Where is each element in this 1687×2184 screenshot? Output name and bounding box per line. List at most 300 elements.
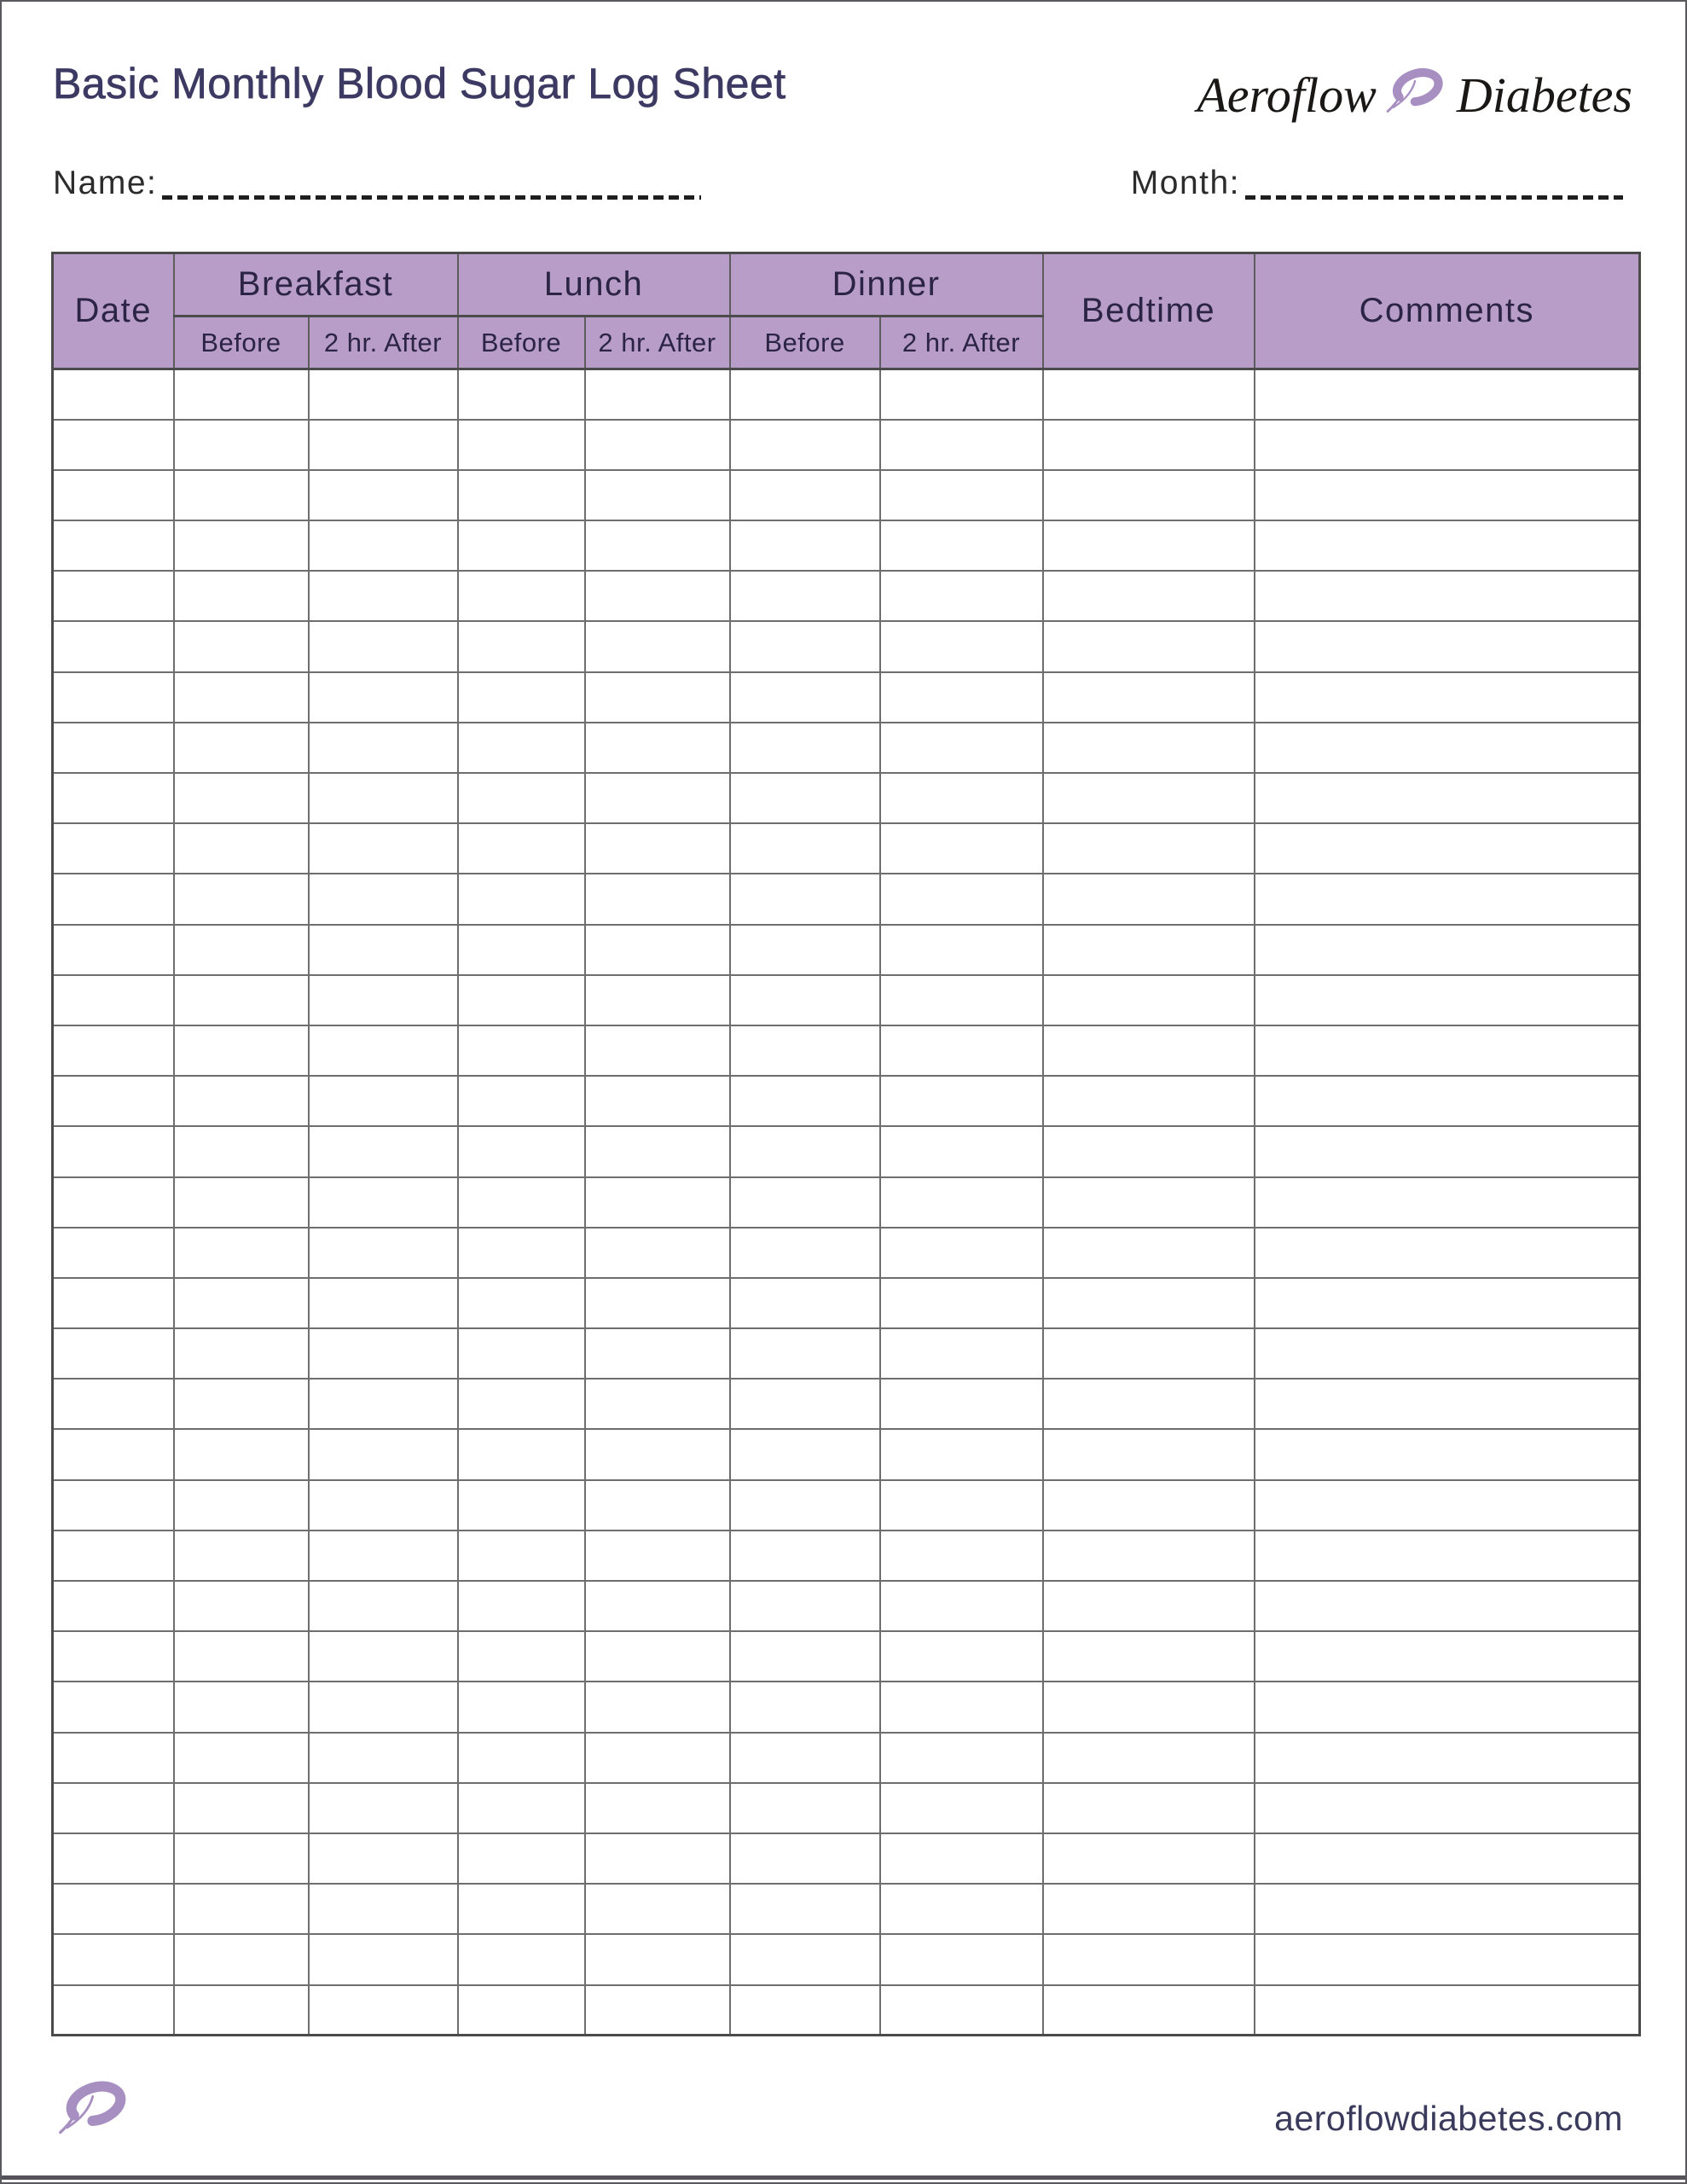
grid-cell bbox=[730, 1884, 880, 1934]
grid-cell bbox=[53, 1278, 174, 1328]
grid-cell bbox=[585, 1429, 730, 1479]
grid-cell bbox=[730, 520, 880, 571]
grid-cell bbox=[730, 1025, 880, 1076]
brand-word-diabetes: Diabetes bbox=[1456, 67, 1632, 123]
grid-cell bbox=[585, 1379, 730, 1429]
grid-cell bbox=[1043, 1278, 1255, 1328]
grid-cell bbox=[309, 823, 458, 874]
grid-cell bbox=[1043, 1833, 1255, 1884]
name-field bbox=[53, 164, 701, 204]
grid-cell bbox=[174, 369, 309, 420]
grid-cell bbox=[585, 1177, 730, 1228]
grid-cell bbox=[880, 1833, 1043, 1884]
grid-cell bbox=[585, 773, 730, 823]
grid-cell bbox=[585, 1631, 730, 1682]
grid-cell bbox=[53, 1985, 174, 2036]
grid-cell bbox=[53, 1733, 174, 1783]
grid-cell bbox=[730, 1228, 880, 1278]
grid-cell bbox=[1255, 420, 1640, 470]
grid-cell bbox=[309, 1076, 458, 1126]
grid-cell bbox=[880, 1076, 1043, 1126]
col-header-breakfast-before: Before bbox=[174, 317, 309, 369]
grid-cell bbox=[1255, 1682, 1640, 1732]
grid-cell bbox=[174, 1177, 309, 1228]
grid-cell bbox=[53, 420, 174, 470]
grid-cell bbox=[1043, 723, 1255, 773]
grid-cell bbox=[1255, 571, 1640, 621]
grid-cell bbox=[1255, 1379, 1640, 1429]
table-row bbox=[53, 874, 1640, 924]
grid-cell bbox=[174, 1126, 309, 1176]
grid-cell bbox=[174, 621, 309, 671]
grid-cell bbox=[880, 1126, 1043, 1176]
grid-cell bbox=[458, 1379, 585, 1429]
grid-cell bbox=[309, 1278, 458, 1328]
grid-cell bbox=[309, 975, 458, 1025]
grid-cell bbox=[309, 1682, 458, 1732]
grid-cell bbox=[585, 369, 730, 420]
grid-cell bbox=[1255, 1025, 1640, 1076]
grid-cell bbox=[730, 1379, 880, 1429]
grid-cell bbox=[1255, 925, 1640, 975]
grid-cell bbox=[1255, 773, 1640, 823]
grid-cell bbox=[585, 1733, 730, 1783]
grid-cell bbox=[880, 420, 1043, 470]
table-row bbox=[53, 773, 1640, 823]
grid-cell bbox=[309, 1833, 458, 1884]
grid-cell bbox=[585, 1126, 730, 1176]
grid-cell bbox=[53, 1328, 174, 1379]
grid-cell bbox=[309, 1228, 458, 1278]
grid-cell bbox=[880, 1631, 1043, 1682]
table-row bbox=[53, 1631, 1640, 1682]
grid-cell bbox=[880, 1328, 1043, 1379]
grid-cell bbox=[174, 470, 309, 520]
grid-cell bbox=[458, 571, 585, 621]
grid-cell bbox=[880, 1884, 1043, 1934]
grid-cell bbox=[458, 1884, 585, 1934]
grid-cell bbox=[1255, 621, 1640, 671]
grid-cell bbox=[53, 1682, 174, 1732]
grid-cell bbox=[458, 1783, 585, 1833]
grid-cell bbox=[730, 773, 880, 823]
col-header-lunch-before: Before bbox=[458, 317, 585, 369]
grid-cell bbox=[1255, 1480, 1640, 1531]
grid-cell bbox=[730, 1631, 880, 1682]
grid-cell bbox=[880, 672, 1043, 723]
grid-cell bbox=[174, 1884, 309, 1934]
table-header bbox=[53, 253, 1640, 369]
grid-cell bbox=[1043, 1581, 1255, 1631]
grid-cell bbox=[1255, 1783, 1640, 1833]
grid-cell bbox=[1043, 1480, 1255, 1531]
grid-cell bbox=[585, 520, 730, 571]
grid-cell bbox=[174, 1025, 309, 1076]
grid-cell bbox=[1255, 470, 1640, 520]
grid-cell bbox=[880, 1379, 1043, 1429]
grid-cell bbox=[1255, 823, 1640, 874]
col-group-breakfast: Breakfast bbox=[174, 253, 458, 317]
month-label: Month: bbox=[1130, 165, 1240, 201]
grid-cell bbox=[880, 975, 1043, 1025]
table-row bbox=[53, 420, 1640, 470]
col-header-bedtime: Bedtime bbox=[1043, 253, 1255, 369]
col-header-date: Date bbox=[53, 253, 174, 369]
grid-cell bbox=[730, 823, 880, 874]
table-row bbox=[53, 1833, 1640, 1884]
grid-cell bbox=[585, 1934, 730, 1984]
grid-cell bbox=[458, 925, 585, 975]
grid-cell bbox=[53, 975, 174, 1025]
grid-cell bbox=[880, 369, 1043, 420]
grid-cell bbox=[730, 1581, 880, 1631]
grid-cell bbox=[174, 1783, 309, 1833]
grid-cell bbox=[53, 1177, 174, 1228]
grid-cell bbox=[730, 1328, 880, 1379]
month-field bbox=[1131, 164, 1623, 204]
grid-cell bbox=[1043, 1733, 1255, 1783]
grid-cell bbox=[730, 571, 880, 621]
table-row bbox=[53, 470, 1640, 520]
grid-cell bbox=[880, 1228, 1043, 1278]
grid-cell bbox=[1255, 1126, 1640, 1176]
table-row bbox=[53, 823, 1640, 874]
grid-cell bbox=[880, 1783, 1043, 1833]
grid-cell bbox=[458, 1581, 585, 1631]
table-row bbox=[53, 723, 1640, 773]
grid-cell bbox=[53, 1025, 174, 1076]
grid-cell bbox=[458, 420, 585, 470]
grid-cell bbox=[309, 470, 458, 520]
grid-cell bbox=[1043, 571, 1255, 621]
grid-cell bbox=[1255, 1228, 1640, 1278]
grid-cell bbox=[53, 1126, 174, 1176]
grid-cell bbox=[880, 1682, 1043, 1732]
grid-cell bbox=[585, 1985, 730, 2036]
grid-cell bbox=[309, 1631, 458, 1682]
grid-cell bbox=[309, 1934, 458, 1984]
table-row bbox=[53, 621, 1640, 671]
table-row bbox=[53, 1783, 1640, 1833]
grid-cell bbox=[585, 621, 730, 671]
grid-cell bbox=[53, 1228, 174, 1278]
grid-cell bbox=[309, 1985, 458, 2036]
grid-cell bbox=[1043, 420, 1255, 470]
grid-cell bbox=[585, 975, 730, 1025]
grid-cell bbox=[585, 874, 730, 924]
grid-cell bbox=[309, 1783, 458, 1833]
grid-cell bbox=[53, 1884, 174, 1934]
grid-cell bbox=[458, 1076, 585, 1126]
grid-cell bbox=[53, 520, 174, 571]
grid-cell bbox=[458, 1480, 585, 1531]
grid-cell bbox=[53, 621, 174, 671]
grid-cell bbox=[1043, 1328, 1255, 1379]
grid-cell bbox=[585, 470, 730, 520]
grid-cell bbox=[53, 823, 174, 874]
col-header-dinner-before: Before bbox=[730, 317, 880, 369]
grid-cell bbox=[1255, 520, 1640, 571]
grid-cell bbox=[1043, 1934, 1255, 1984]
grid-cell bbox=[174, 571, 309, 621]
table-row bbox=[53, 1177, 1640, 1228]
grid-cell bbox=[1043, 925, 1255, 975]
grid-cell bbox=[730, 420, 880, 470]
grid-cell bbox=[458, 520, 585, 571]
grid-cell bbox=[309, 420, 458, 470]
grid-cell bbox=[880, 1934, 1043, 1984]
table-row bbox=[53, 1429, 1640, 1479]
grid-cell bbox=[458, 1934, 585, 1984]
grid-cell bbox=[458, 1429, 585, 1479]
grid-cell bbox=[309, 1480, 458, 1531]
grid-cell bbox=[309, 1429, 458, 1479]
grid-cell bbox=[174, 723, 309, 773]
grid-cell bbox=[585, 1328, 730, 1379]
table-row bbox=[53, 369, 1640, 420]
grid-cell bbox=[1255, 1833, 1640, 1884]
grid-cell bbox=[309, 874, 458, 924]
grid-cell bbox=[174, 1328, 309, 1379]
grid-cell bbox=[309, 1177, 458, 1228]
grid-cell bbox=[309, 1581, 458, 1631]
grid-cell bbox=[880, 773, 1043, 823]
grid-cell bbox=[53, 1531, 174, 1581]
grid-cell bbox=[1043, 1884, 1255, 1934]
col-header-breakfast-after: 2 hr. After bbox=[309, 317, 458, 369]
grid-cell bbox=[174, 823, 309, 874]
table-row bbox=[53, 1076, 1640, 1126]
name-write-line bbox=[162, 195, 701, 200]
grid-cell bbox=[174, 1733, 309, 1783]
table-row bbox=[53, 1934, 1640, 1984]
grid-cell bbox=[1255, 1934, 1640, 1984]
grid-cell bbox=[458, 1228, 585, 1278]
grid-cell bbox=[730, 1985, 880, 2036]
grid-cell bbox=[1255, 1631, 1640, 1682]
grid-cell bbox=[309, 1025, 458, 1076]
grid-cell bbox=[309, 1379, 458, 1429]
grid-cell bbox=[309, 621, 458, 671]
grid-cell bbox=[880, 1985, 1043, 2036]
grid-cell bbox=[53, 1480, 174, 1531]
grid-cell bbox=[1255, 1429, 1640, 1479]
table-row bbox=[53, 1985, 1640, 2036]
grid-cell bbox=[174, 925, 309, 975]
table-row bbox=[53, 1682, 1640, 1732]
grid-cell bbox=[458, 823, 585, 874]
grid-cell bbox=[458, 723, 585, 773]
grid-cell bbox=[1255, 1985, 1640, 2036]
grid-cell bbox=[880, 1480, 1043, 1531]
grid-cell bbox=[174, 1934, 309, 1984]
grid-cell bbox=[53, 1833, 174, 1884]
grid-cell bbox=[458, 470, 585, 520]
grid-cell bbox=[880, 1733, 1043, 1783]
grid-cell bbox=[1043, 874, 1255, 924]
grid-cell bbox=[1255, 975, 1640, 1025]
grid-cell bbox=[174, 773, 309, 823]
page-header bbox=[53, 58, 1632, 131]
grid-cell bbox=[174, 1480, 309, 1531]
aeroflow-swirl-icon bbox=[1380, 60, 1453, 126]
grid-cell bbox=[1043, 975, 1255, 1025]
table-row bbox=[53, 1884, 1640, 1934]
col-group-lunch: Lunch bbox=[458, 253, 730, 317]
grid-cell bbox=[730, 470, 880, 520]
grid-cell bbox=[53, 925, 174, 975]
grid-cell bbox=[880, 1278, 1043, 1328]
grid-cell bbox=[585, 1531, 730, 1581]
grid-cell bbox=[730, 1934, 880, 1984]
table-row bbox=[53, 1126, 1640, 1176]
table-row bbox=[53, 571, 1640, 621]
grid-cell bbox=[174, 1076, 309, 1126]
grid-cell bbox=[585, 823, 730, 874]
grid-cell bbox=[1043, 1531, 1255, 1581]
grid-cell bbox=[730, 621, 880, 671]
table-row bbox=[53, 672, 1640, 723]
grid-cell bbox=[309, 1733, 458, 1783]
grid-cell bbox=[174, 1429, 309, 1479]
grid-cell bbox=[730, 723, 880, 773]
grid-cell bbox=[585, 1480, 730, 1531]
grid-cell bbox=[458, 1733, 585, 1783]
grid-cell bbox=[1043, 1682, 1255, 1732]
page-title: Basic Monthly Blood Sugar Log Sheet bbox=[53, 60, 786, 107]
grid-cell bbox=[174, 1531, 309, 1581]
grid-cell bbox=[458, 1833, 585, 1884]
brand-word-aeroflow: Aeroflow bbox=[1197, 67, 1377, 123]
grid-cell bbox=[174, 1228, 309, 1278]
grid-cell bbox=[53, 1783, 174, 1833]
col-header-dinner-after: 2 hr. After bbox=[880, 317, 1043, 369]
table-row bbox=[53, 1228, 1640, 1278]
grid-cell bbox=[585, 1682, 730, 1732]
grid-cell bbox=[1043, 672, 1255, 723]
grid-cell bbox=[1255, 1581, 1640, 1631]
grid-cell bbox=[458, 1025, 585, 1076]
grid-cell bbox=[53, 571, 174, 621]
grid-cell bbox=[1255, 1328, 1640, 1379]
grid-cell bbox=[309, 520, 458, 571]
grid-cell bbox=[1043, 1631, 1255, 1682]
grid-cell bbox=[458, 369, 585, 420]
grid-cell bbox=[730, 1733, 880, 1783]
grid-cell bbox=[730, 1177, 880, 1228]
grid-cell bbox=[1255, 1076, 1640, 1126]
col-header-lunch-after: 2 hr. After bbox=[585, 317, 730, 369]
grid-cell bbox=[309, 1531, 458, 1581]
grid-cell bbox=[53, 1934, 174, 1984]
grid-cell bbox=[730, 1531, 880, 1581]
grid-cell bbox=[458, 1631, 585, 1682]
table-row bbox=[53, 925, 1640, 975]
grid-cell bbox=[1255, 1531, 1640, 1581]
grid-cell bbox=[880, 1025, 1043, 1076]
grid-cell bbox=[585, 1581, 730, 1631]
grid-cell bbox=[309, 1126, 458, 1176]
grid-cell bbox=[730, 1429, 880, 1479]
grid-cell bbox=[730, 1833, 880, 1884]
grid-cell bbox=[1255, 723, 1640, 773]
grid-cell bbox=[1043, 1025, 1255, 1076]
grid-cell bbox=[1255, 369, 1640, 420]
grid-cell bbox=[309, 925, 458, 975]
grid-cell bbox=[1043, 470, 1255, 520]
grid-cell bbox=[174, 1985, 309, 2036]
grid-cell bbox=[1043, 1985, 1255, 2036]
grid-cell bbox=[174, 1682, 309, 1732]
grid-cell bbox=[53, 1379, 174, 1429]
grid-cell bbox=[730, 1480, 880, 1531]
grid-cell bbox=[458, 672, 585, 723]
grid-cell bbox=[880, 874, 1043, 924]
grid-cell bbox=[458, 1278, 585, 1328]
grid-cell bbox=[585, 672, 730, 723]
grid-cell bbox=[730, 672, 880, 723]
grid-cell bbox=[174, 874, 309, 924]
grid-cell bbox=[1043, 1126, 1255, 1176]
month-write-line bbox=[1245, 195, 1623, 200]
grid-cell bbox=[458, 1328, 585, 1379]
grid-cell bbox=[730, 975, 880, 1025]
grid-cell bbox=[730, 1682, 880, 1732]
grid-cell bbox=[585, 1076, 730, 1126]
grid-cell bbox=[585, 1833, 730, 1884]
grid-cell bbox=[1043, 1379, 1255, 1429]
grid-cell bbox=[880, 1581, 1043, 1631]
grid-cell bbox=[585, 1228, 730, 1278]
brand-logo bbox=[1197, 60, 1632, 131]
table-row bbox=[53, 1531, 1640, 1581]
grid-cell bbox=[880, 1177, 1043, 1228]
grid-cell bbox=[458, 1531, 585, 1581]
grid-cell bbox=[585, 420, 730, 470]
grid-cell bbox=[1043, 1076, 1255, 1126]
grid-cell bbox=[458, 1126, 585, 1176]
log-table-body bbox=[53, 369, 1640, 2036]
table-row bbox=[53, 520, 1640, 571]
grid-cell bbox=[53, 369, 174, 420]
grid-cell bbox=[1255, 1733, 1640, 1783]
grid-cell bbox=[458, 874, 585, 924]
grid-cell bbox=[1043, 621, 1255, 671]
grid-cell bbox=[309, 773, 458, 823]
grid-cell bbox=[53, 1581, 174, 1631]
table-row bbox=[53, 1328, 1640, 1379]
bottom-accent-bar bbox=[2, 2175, 1685, 2180]
table-row bbox=[53, 1025, 1640, 1076]
grid-cell bbox=[309, 1884, 458, 1934]
grid-cell bbox=[880, 1429, 1043, 1479]
grid-cell bbox=[585, 1783, 730, 1833]
grid-cell bbox=[1255, 1177, 1640, 1228]
grid-cell bbox=[1255, 1278, 1640, 1328]
grid-cell bbox=[880, 723, 1043, 773]
grid-cell bbox=[458, 1682, 585, 1732]
table-row bbox=[53, 975, 1640, 1025]
grid-cell bbox=[880, 1531, 1043, 1581]
blood-sugar-log-table bbox=[51, 252, 1641, 2036]
grid-cell bbox=[1255, 1884, 1640, 1934]
grid-cell bbox=[309, 369, 458, 420]
grid-cell bbox=[53, 723, 174, 773]
grid-cell bbox=[585, 1278, 730, 1328]
name-month-row bbox=[53, 164, 1623, 204]
grid-cell bbox=[585, 1025, 730, 1076]
table-row bbox=[53, 1480, 1640, 1531]
